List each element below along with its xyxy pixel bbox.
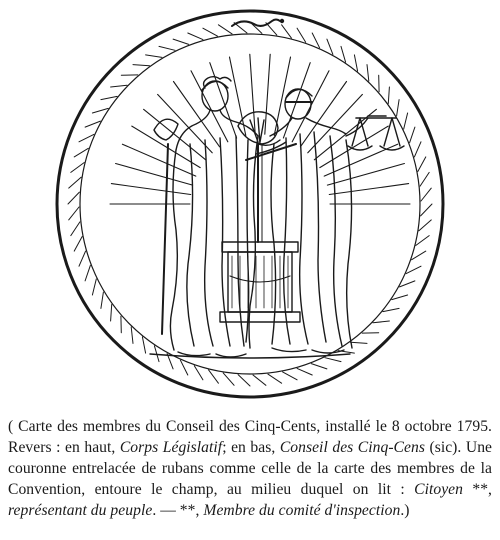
seal-engraving xyxy=(50,4,450,399)
caption-connector-1: ; en bas, xyxy=(222,438,280,456)
caption-membre: Membre du comité d'inspection xyxy=(203,501,401,519)
wreath-mark xyxy=(146,55,162,58)
wreath-mark xyxy=(388,87,389,104)
sun-ray xyxy=(111,184,190,195)
wreath-mark xyxy=(79,251,86,266)
wreath-mark xyxy=(188,33,203,40)
wreath-mark xyxy=(111,305,112,322)
caption-citoyen: Citoyen xyxy=(414,480,463,498)
wreath-mark xyxy=(351,342,368,343)
sun-ray xyxy=(122,144,195,176)
wreath-mark xyxy=(268,374,282,383)
wreath-mark xyxy=(71,222,80,236)
caption-conseil: Conseil des Cinq-Cens xyxy=(279,438,425,456)
wreath-mark xyxy=(74,237,82,252)
wreath-mark xyxy=(410,127,415,143)
wreath-mark xyxy=(85,265,90,281)
caption-close: .) xyxy=(400,501,410,519)
wreath-mark xyxy=(397,100,400,116)
wreath-mark xyxy=(283,372,298,380)
sun-ray xyxy=(265,54,270,134)
caption-description: (sic). Une couronne entrelacée de rubans comme celle de la carte des membres de la Convention, entoure le champ, au milieu duquel on lit : xyxy=(8,438,493,498)
caption-corps-legislatif: Corps Législatif xyxy=(119,438,223,456)
caption-intro: ( Carte des membres du Conseil des Cinq-Cents, installé le 8 octobre 1795. Revers : en haut, xyxy=(8,417,492,456)
sun-ray xyxy=(116,164,193,186)
wreath-mark xyxy=(133,65,150,66)
wreath-mark xyxy=(420,172,429,186)
wreath-mark xyxy=(311,364,327,369)
wreath-mark xyxy=(297,368,312,375)
wreath-mark xyxy=(218,25,232,34)
caption-representant: représentant du peuple xyxy=(8,501,153,519)
wreath-mark xyxy=(92,279,96,295)
wreath-mark xyxy=(101,292,104,308)
wreath-mark xyxy=(418,157,426,172)
ground-line xyxy=(150,354,350,358)
fasces-altar xyxy=(220,112,300,322)
sun-ray xyxy=(329,184,408,195)
figure-left xyxy=(154,77,280,357)
wreath-mark xyxy=(159,46,175,50)
wreath-mark xyxy=(325,358,341,362)
wreath-mark xyxy=(404,113,408,129)
sun-ray xyxy=(191,71,228,142)
sun-ray xyxy=(327,164,404,186)
caption-connector-2: **, xyxy=(462,480,493,498)
wreath-mark xyxy=(414,142,421,157)
wreath-mark xyxy=(173,39,189,44)
caption-connector-3: . — **, xyxy=(152,501,204,519)
wreath-mark xyxy=(203,28,218,36)
caption-text xyxy=(8,416,492,521)
